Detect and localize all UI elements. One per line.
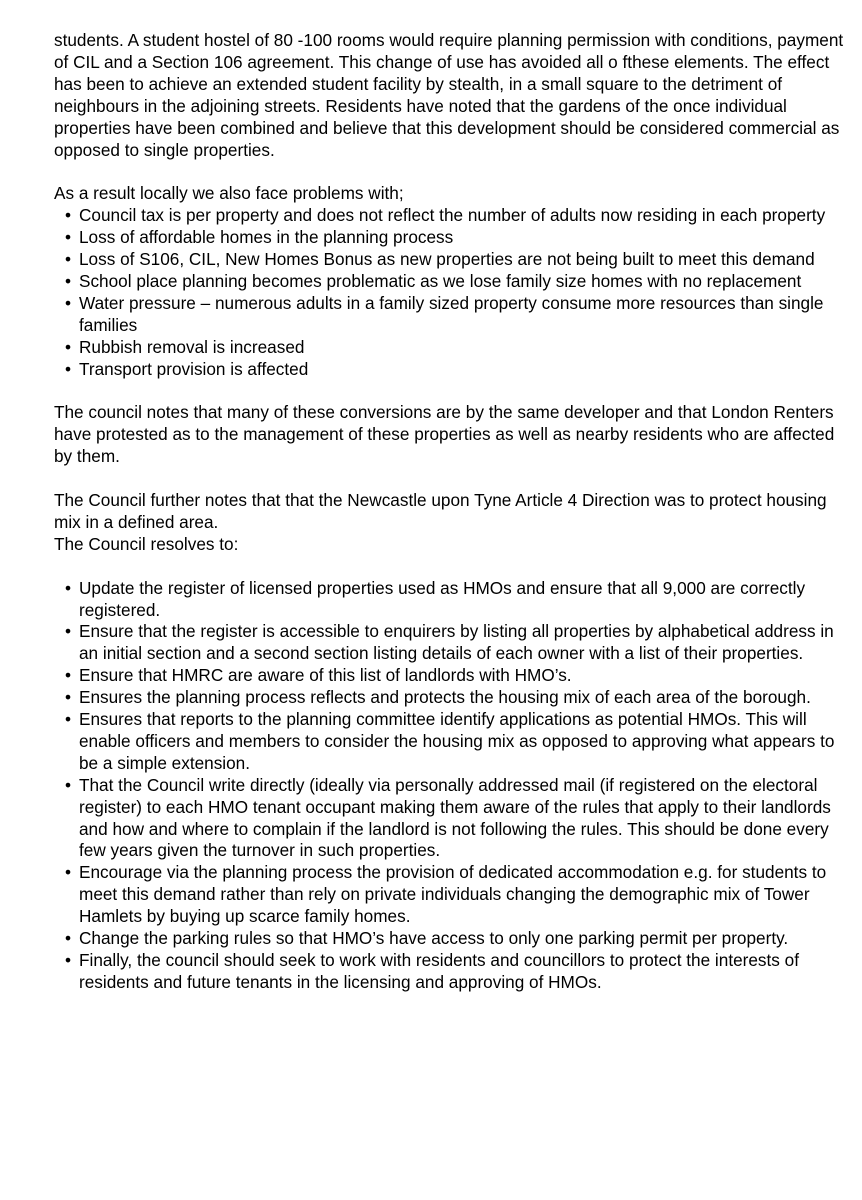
bullet-icon: • — [65, 774, 72, 795]
bullet-icon: • — [65, 687, 72, 708]
resolution-text: Finally, the council should seek to work with residents and councillors to protect the interests of residents and future tenants in the licensing and approving of HMOs. — [79, 950, 800, 992]
resolution-item — [54, 621, 844, 665]
resolution-item — [54, 775, 844, 863]
bullet-icon: • — [65, 928, 72, 949]
problem-text: Water pressure – numerous adults in a family sized property consume more resources than single families — [79, 292, 824, 335]
problem-item — [54, 271, 844, 293]
resolution-text: Ensures the planning process reflects and protects the housing mix of each area of the borough. — [79, 687, 811, 708]
problem-item — [54, 227, 844, 249]
document-page — [54, 30, 844, 994]
bullet-icon: • — [65, 205, 72, 226]
resolution-text: Ensure that HMRC are aware of this list of landlords with HMO’s. — [79, 665, 572, 686]
problem-item — [54, 359, 844, 381]
bullet-icon: • — [65, 577, 72, 598]
resolution-item — [54, 862, 844, 928]
paragraph-spacer — [54, 556, 844, 578]
bullet-icon: • — [65, 709, 72, 730]
resolution-text: Update the register of licensed properties used as HMOs and ensure that all 9,000 are correctly registered. — [79, 577, 806, 620]
bullet-icon: • — [65, 249, 72, 270]
paragraph-spacer — [54, 468, 844, 490]
bullet-icon: • — [65, 862, 72, 883]
paragraph-spacer — [54, 161, 844, 183]
resolutions-list — [54, 578, 844, 994]
further-notes-paragraph: The Council further notes that that the Newcastle upon Tyne Article 4 Direction was to protect housing mix in a defined area. — [54, 489, 827, 532]
resolution-text: Encourage via the planning process the provision of dedicated accommodation e.g. for students to meet this demand rather than rely on private individuals changing the demographic mix of Tower Hamlets by buying up scarce family homes. — [79, 862, 827, 927]
bullet-icon: • — [65, 227, 72, 248]
problem-text: Loss of affordable homes in the planning process — [79, 227, 454, 248]
bullet-icon: • — [65, 358, 72, 379]
problem-text: School place planning becomes problematic as we lose family size homes with no replacement — [79, 270, 802, 291]
bullet-icon: • — [65, 270, 72, 291]
problem-item — [54, 205, 844, 227]
problem-item — [54, 293, 844, 337]
intro-paragraph: students. A student hostel of 80 -100 rooms would require planning permission with conditions, payment of CIL and a Section 106 agreement. This change of use has avoided all o fthese elements. The effect has been to achieve an extended student facility by stealth, in a small square to the detriment of neighbours in the adjoining streets. Residents have noted that the gardens of the once individual properties have been combined and believe that this development should be considered commercial as opposed to single properties. — [54, 30, 844, 160]
problem-item — [54, 249, 844, 271]
problem-item — [54, 337, 844, 359]
resolution-item — [54, 950, 844, 994]
resolution-text: That the Council write directly (ideally via personally addressed mail (if registered on the electoral register) to each HMO tenant occupant making them aware of the rules that apply to their landlords and how and where to complain if the landlord is not following the rules. This should be done every few years given the turnover in such properties. — [79, 774, 831, 861]
paragraph-spacer — [54, 380, 844, 402]
resolution-item — [54, 578, 844, 622]
bullet-icon: • — [65, 665, 72, 686]
bullet-icon: • — [65, 621, 72, 642]
problems-heading: As a result locally we also face problems with; — [54, 183, 404, 204]
problem-text: Transport provision is affected — [79, 358, 309, 379]
bullet-icon: • — [65, 292, 72, 313]
problems-list — [54, 205, 844, 380]
problem-text: Rubbish removal is increased — [79, 336, 305, 357]
resolves-heading: The Council resolves to: — [54, 533, 239, 554]
resolution-item — [54, 687, 844, 709]
problem-text: Council tax is per property and does not reflect the number of adults now residing in each property — [79, 205, 826, 226]
bullet-icon: • — [65, 336, 72, 357]
council-notes-paragraph: The council notes that many of these conversions are by the same developer and that London Renters have protested as to the management of these properties as well as nearby residents who are affected by them. — [54, 402, 835, 467]
resolution-item — [54, 928, 844, 950]
bullet-icon: • — [65, 950, 72, 970]
resolution-text: Ensure that the register is accessible to enquirers by listing all properties by alphabetical address in an initial section and a second section listing details of each owner with a list of their properties. — [79, 621, 834, 664]
resolution-text: Ensures that reports to the planning committee identify applications as potential HMOs. This will enable officers and members to consider the housing mix as opposed to approving what appears to be a simple extension. — [79, 709, 835, 773]
resolution-item — [54, 665, 844, 687]
resolution-item — [54, 709, 844, 775]
resolution-text: Change the parking rules so that HMO’s have access to only one parking permit per property. — [79, 928, 789, 949]
problem-text: Loss of S106, CIL, New Homes Bonus as new properties are not being built to meet this demand — [79, 249, 815, 270]
